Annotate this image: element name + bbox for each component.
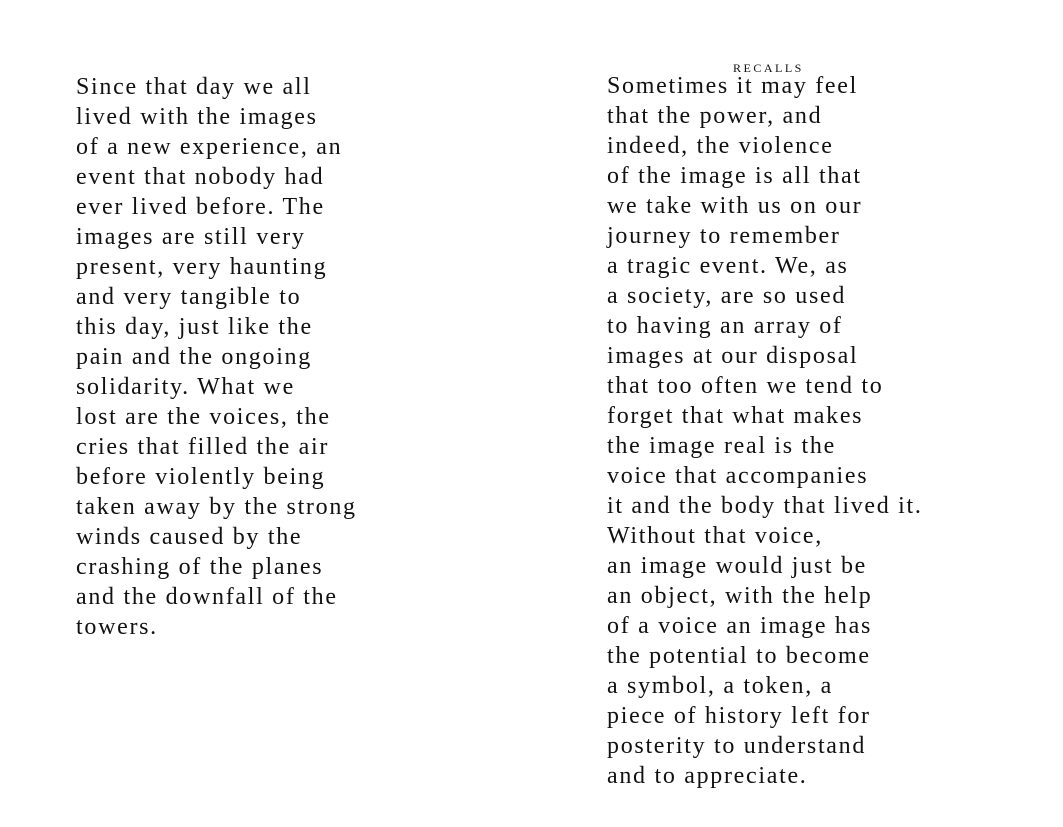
text-line: towers.	[76, 614, 158, 640]
text-line: present, very haunting	[76, 254, 328, 280]
text-line: it and the body that lived it.	[607, 493, 923, 519]
text-line: images at our disposal	[607, 343, 859, 369]
text-line: event that nobody had	[76, 164, 325, 190]
running-head: RECALLS	[733, 61, 804, 75]
text-line: winds caused by the	[76, 524, 303, 550]
text-line: Sometimes it may feel	[607, 73, 858, 99]
text-line: this day, just like the	[76, 314, 313, 340]
text-line: and to appreciate.	[607, 763, 808, 789]
text-line: ever lived before. The	[76, 194, 325, 220]
text-line: posterity to understand	[607, 733, 867, 759]
text-line: that the power, and	[607, 103, 823, 129]
text-line: a tragic event. We, as	[607, 253, 849, 279]
text-line: a society, are so used	[607, 283, 847, 309]
text-line: the image real is the	[607, 433, 836, 459]
text-line: taken away by the strong	[76, 494, 357, 520]
text-line: lived with the images	[76, 104, 318, 130]
text-line: journey to remember	[607, 223, 841, 249]
text-line: the potential to become	[607, 643, 871, 669]
text-line: we take with us on our	[607, 193, 863, 219]
text-line: indeed, the violence	[607, 133, 834, 159]
text-line: lost are the voices, the	[76, 404, 331, 430]
text-line: Since that day we all	[76, 74, 312, 100]
text-line: of the image is all that	[607, 163, 862, 189]
text-line: solidarity. What we	[76, 374, 295, 400]
left-text-column	[76, 72, 357, 642]
text-line: piece of history left for	[607, 703, 871, 729]
text-line: to having an array of	[607, 313, 843, 339]
text-line: and very tangible to	[76, 284, 302, 310]
text-line: that too often we tend to	[607, 373, 884, 399]
text-line: and the downfall of the	[76, 584, 338, 610]
text-line: Without that voice,	[607, 523, 823, 549]
text-line: crashing of the planes	[76, 554, 324, 580]
text-line: pain and the ongoing	[76, 344, 312, 370]
text-line: an image would just be	[607, 553, 868, 579]
text-line: images are still very	[76, 224, 306, 250]
text-line: a symbol, a token, a	[607, 673, 833, 699]
right-text-column	[607, 71, 923, 791]
text-line: of a new experience, an	[76, 134, 343, 160]
text-line: voice that accompanies	[607, 463, 869, 489]
text-line: cries that filled the air	[76, 434, 330, 460]
text-line: of a voice an image has	[607, 613, 873, 639]
text-line: an object, with the help	[607, 583, 873, 609]
text-line: forget that what makes	[607, 403, 864, 429]
text-line: before violently being	[76, 464, 326, 490]
